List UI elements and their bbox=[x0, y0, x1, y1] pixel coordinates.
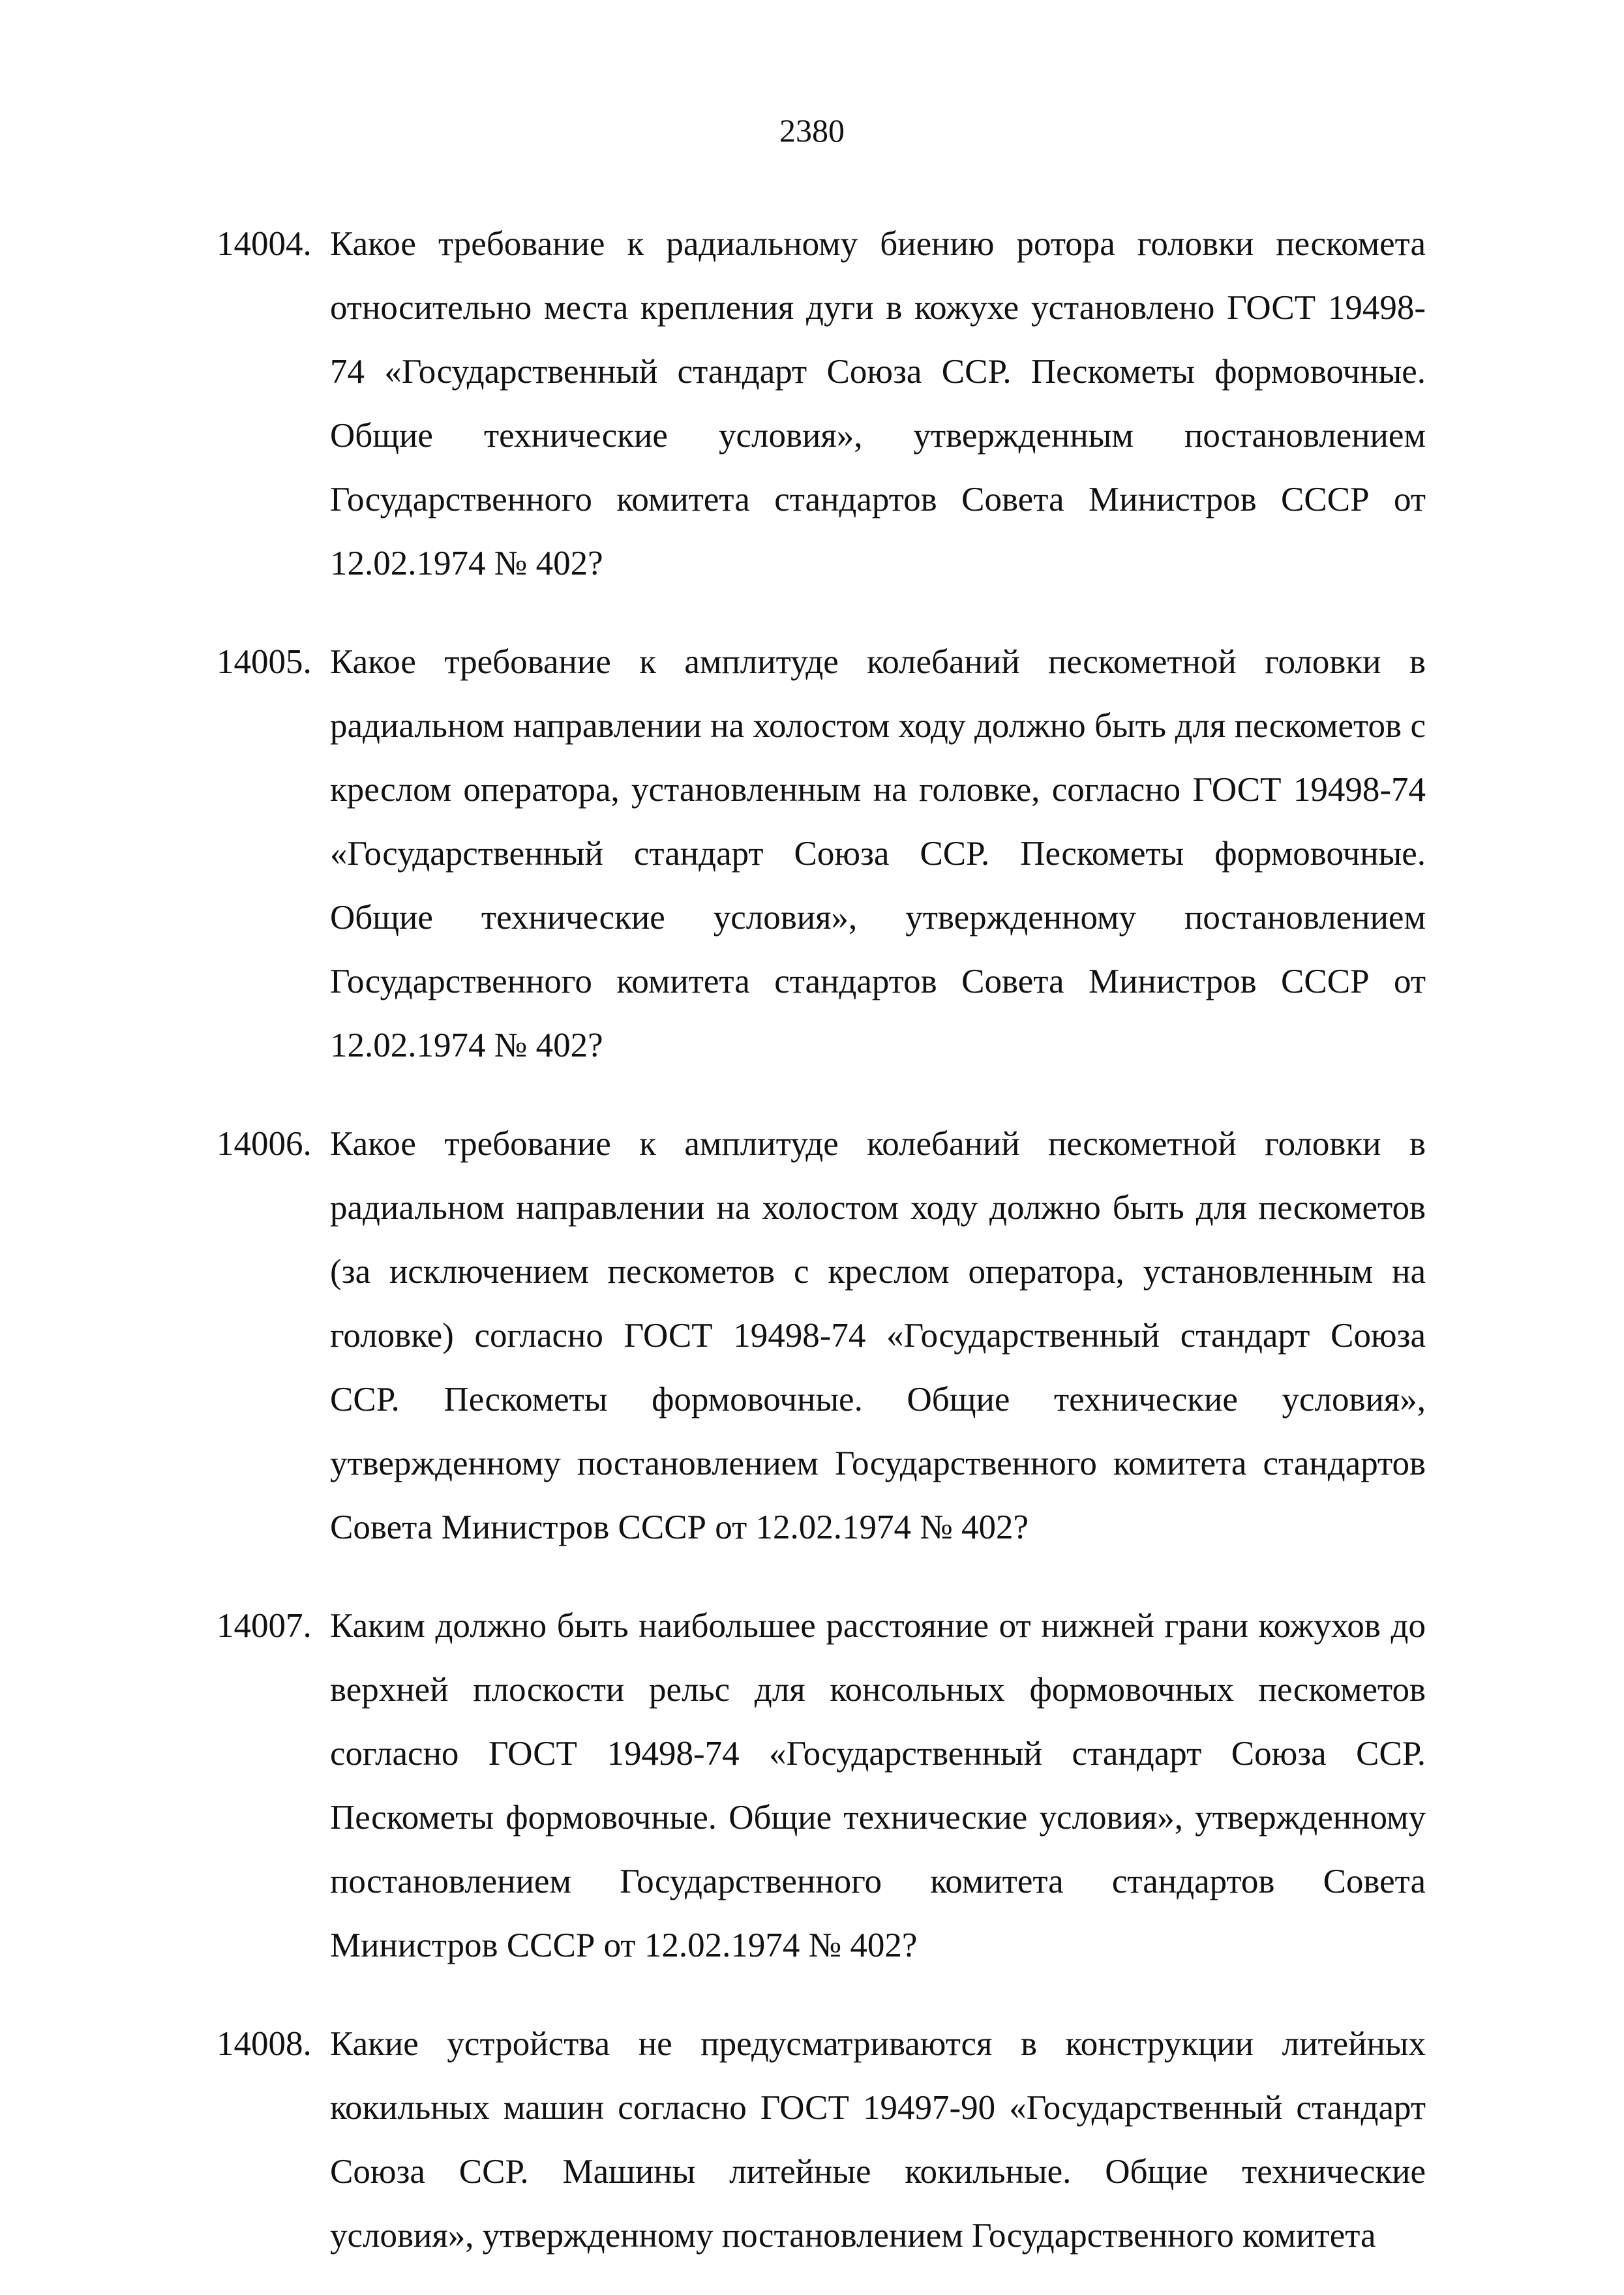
question-number: 14008. bbox=[217, 2025, 312, 2063]
question-text: Какое требование к амплитуде колебаний пескометной головки в радиальном направлении на холостом ходу должно быть для пескометов (за исключением пескометов с креслом оператора, установленным на головке) согласно ГОСТ 19498-74 «Государственный стандарт Союза ССР. Пескометы формовочные. Общие технические условия», утвержденному постановлением Государственного комитета стандартов Совета Министров СССР от 12.02.1974 № 402? bbox=[330, 1125, 1426, 1546]
question-item bbox=[217, 1594, 1426, 1977]
question-text: Какое требование к радиальному биению ротора головки пескомета относительно места крепления дуги в кожухе установлено ГОСТ 19498-74 «Государственный стандарт Союза ССР. Пескометы формовочные. Общие технические условия», утвержденным постановлением Государственного комитета стандартов Совета Министров СССР от 12.02.1974 № 402? bbox=[330, 225, 1426, 582]
page-number: 2380 bbox=[779, 112, 845, 149]
question-text: Каким должно быть наибольшее расстояние от нижней грани кожухов до верхней плоскости рельс для консольных формовочных пескометов согласно ГОСТ 19498-74 «Государственный стандарт Союза ССР. Пескометы формовочные. Общие технические условия», утвержденному постановлением Государственного комитета стандартов Совета Министров СССР от 12.02.1974 № 402? bbox=[330, 1607, 1426, 1964]
question-number: 14004. bbox=[217, 225, 312, 263]
question-number: 14006. bbox=[217, 1125, 312, 1163]
question-list bbox=[217, 177, 1426, 2268]
question-number: 14005. bbox=[217, 643, 312, 681]
question-item bbox=[217, 212, 1426, 595]
question-number: 14007. bbox=[217, 1607, 312, 1645]
question-item bbox=[217, 1112, 1426, 1559]
question-item bbox=[217, 2012, 1426, 2268]
question-text: Какие устройства не предусматриваются в конструкции литейных кокильных машин согласно ГОСТ 19497-90 «Государственный стандарт Союза ССР. Машины литейные кокильные. Общие технические условия», утвержденному постановлением Государственного комитета bbox=[330, 2025, 1426, 2255]
question-item bbox=[217, 630, 1426, 1077]
question-text: Какое требование к амплитуде колебаний пескометной головки в радиальном направлении на холостом ходу должно быть для пескометов с креслом оператора, установленным на головке, согласно ГОСТ 19498-74 «Государственный стандарт Союза ССР. Пескометы формовочные. Общие технические условия», утвержденному постановлением Государственного комитета стандартов Совета Министров СССР от 12.02.1974 № 402? bbox=[330, 643, 1426, 1064]
